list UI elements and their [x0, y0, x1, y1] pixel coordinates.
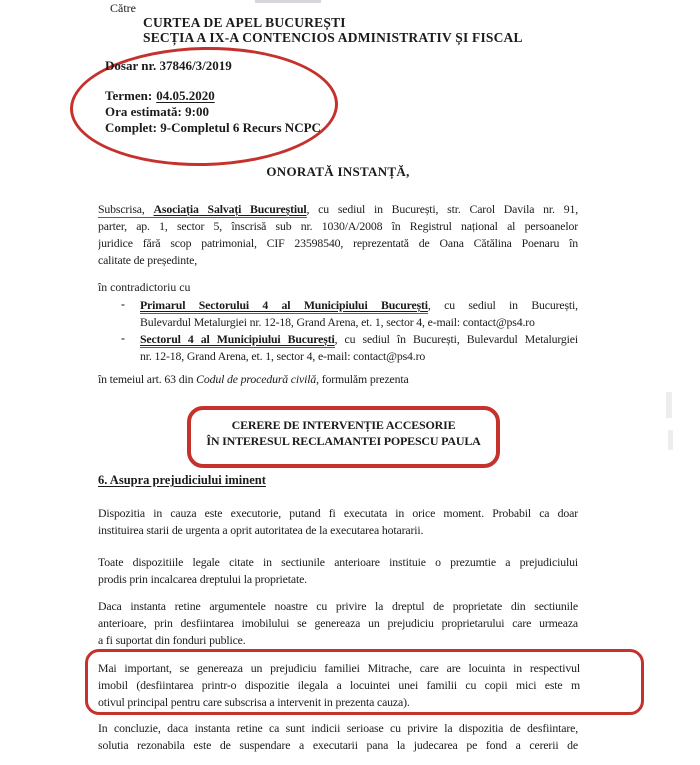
- court-name: CURTEA DE APEL BUCUREȘTI: [143, 15, 346, 30]
- text-line: Subscrisa, Asociația Salvați Bucureștiul, cu sediul in București, str. Carol Davila nr. 91,: [98, 201, 578, 218]
- request-title-line2: ÎN INTERESUL RECLAMANTEI POPESCU PAULA: [206, 434, 481, 448]
- section6-paragraph-2: [98, 554, 578, 588]
- request-title-box: [187, 406, 500, 468]
- text-line: Primarul Sectorului 4 al Municipiului București, cu sediul in București,: [140, 297, 578, 314]
- text-line: otivul principal pentru care subscrisa a intervenit in prezenta cauza).: [98, 695, 410, 709]
- case-info-spacer: [105, 74, 321, 88]
- hearing-date-label: Termen:: [105, 88, 153, 103]
- text-line: Toate dispozitiile legale citate in sectiunile anterioare instituie o prezumtie a prejudiciului: [98, 555, 578, 569]
- bullet-dash: -: [121, 331, 125, 345]
- case-info-block: [105, 58, 321, 136]
- text-line: juridice fără scop patrimonial, CIF 23598540, reprezentată de Oana Cătălina Poenaru în: [98, 236, 578, 250]
- scan-artifact-right-1: [666, 392, 672, 418]
- text-line: instituirea starii de urgenta a oprit autoritatea de la executarea hotararii.: [98, 523, 424, 537]
- conclusion-paragraph: [98, 720, 578, 754]
- text-line: calitate de președinte,: [98, 253, 198, 267]
- court-section: SECȚIA A IX-A CONTENCIOS ADMINISTRATIV ȘI FISCAL: [143, 30, 523, 45]
- text-line: prodis prin incalcarea dreptului la proprietate.: [98, 572, 307, 586]
- scan-artifact-right-2: [668, 430, 673, 450]
- text-line: anterioare, prin desfiintarea imobilului se genereaza un prejudiciu proprietarului care urmeaza: [98, 616, 578, 630]
- text-line: Daca instanta retine argumentele noastre cu privire la dreptul de proprietate din sectiunile: [98, 599, 578, 613]
- text-line: Mai important, se genereaza un prejudiciu familiei Mitrache, care are locuinta in respectivul: [98, 661, 580, 675]
- text-line: imobil (desfiintarea printr-o dispozitie ilegala a locuintei unei familii cu copii mici este m: [98, 678, 580, 692]
- text-line: Sectorul 4 al Municipiului București, cu sediul în București, Bulevardul Metalurgiei: [140, 331, 578, 348]
- request-title-line1: CERERE DE INTERVENȚIE ACCESORIE: [231, 418, 456, 432]
- hearing-date-line: [105, 88, 321, 104]
- scan-artifact-top: [255, 0, 321, 3]
- intro-paragraph: [98, 201, 578, 269]
- addressee-label: Către: [110, 1, 136, 15]
- text-line: Dispozitia in cauza este executorie, putand fi executata in orice moment. Probabil ca doar: [98, 506, 578, 520]
- salutation: ONORATĂ INSTANȚĂ,: [266, 164, 410, 179]
- hearing-date-value: 04.05.2020: [156, 88, 215, 103]
- versus-line: în contradictoriu cu: [98, 280, 191, 294]
- legal-basis-line: [98, 371, 578, 388]
- panel-info: Complet: 9-Completul 6 Recurs NCPC: [105, 120, 321, 135]
- hearing-time: Ora estimată: 9:00: [105, 104, 209, 119]
- text-line: a fi suportat din fonduri publice.: [98, 633, 246, 647]
- bullet-dash: -: [121, 297, 125, 311]
- text-line: Bulevardul Metalurgiei nr. 12-18, Grand Arena, et. 1, sector 4, e-mail: contact@ps4.ro: [140, 315, 535, 329]
- text-line: nr. 12-18, Grand Arena, et. 1, sector 4, e-mail: contact@ps4.ro: [140, 349, 426, 363]
- party-item-primar-sector4: [140, 297, 578, 331]
- text-line: solutia rezonabila este de suspendare a executarii pana la judecarea pe fond a cererii de: [98, 738, 578, 752]
- section6-paragraph-3: [98, 598, 578, 649]
- section6-heading: 6. Asupra prejudiciului iminent: [98, 473, 266, 487]
- text-line: parter, ap. 1, sector 5, înscrisă sub nr. 1030/A/2008 în Registrul național al persoanelor: [98, 219, 578, 233]
- case-number: Dosar nr. 37846/3/2019: [105, 58, 232, 73]
- text-line: In concluzie, daca instanta retine ca sunt indicii serioase cu privire la dispozitia de desfiintare,: [98, 721, 578, 735]
- highlighted-paragraph: [98, 660, 580, 711]
- section6-paragraph-1: [98, 505, 578, 539]
- text-line: în temeiul art. 63 din Codul de procedură civilă, formulăm prezenta: [98, 372, 409, 386]
- party-item-sector4: [140, 331, 578, 365]
